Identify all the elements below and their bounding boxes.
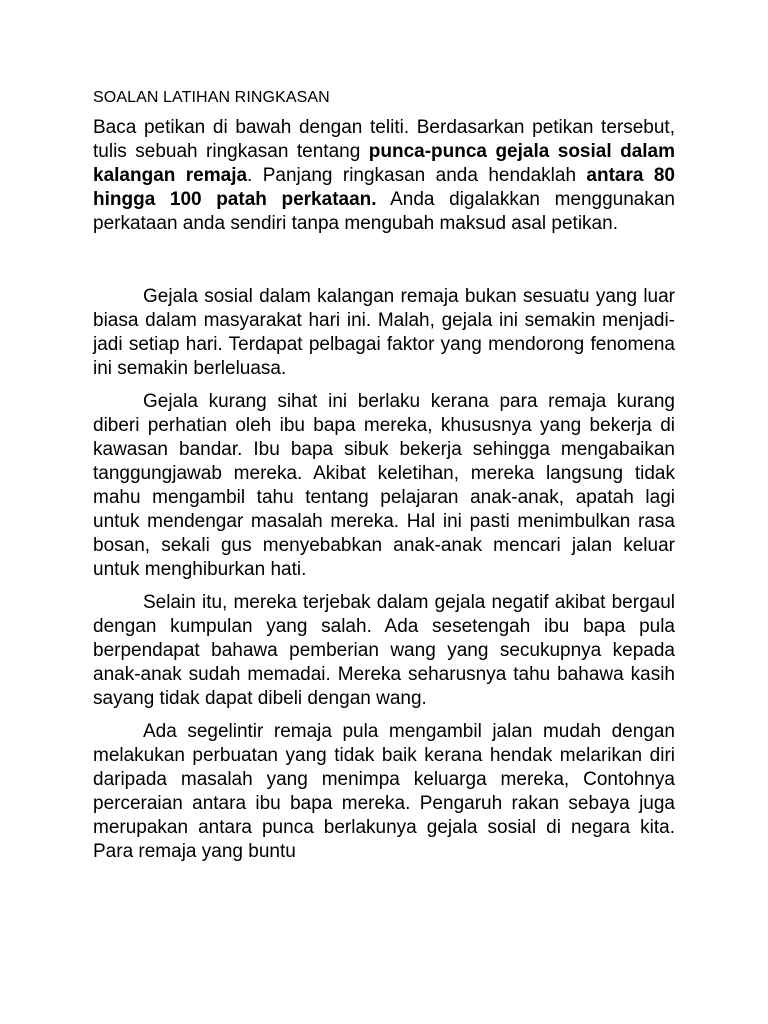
instruction-bold-word-count: antara 80 hingga 100 patah perkataan. <box>93 165 675 210</box>
instruction-paragraph <box>93 116 675 236</box>
passage-paragraph-1: Gejala sosial dalam kalangan remaja bukan sesuatu yang luar biasa dalam masyarakat hari ini. Malah, gejala ini semakin menjadi-jadi setiap hari. Terdapat pelbagai faktor yang mendorong fenomena ini semakin berleluasa. <box>93 286 675 379</box>
instruction-text-2: . Panjang ringkasan anda hendaklah <box>247 165 587 186</box>
document-page <box>93 86 675 873</box>
passage-paragraph-3: Selain itu, mereka terjebak dalam gejala negatif akibat bergaul dengan kumpulan yang salah. Ada sesetengah ibu bapa pula berpendapat bahawa pemberian wang yang secukupnya kepada anak-anak sudah memadai. Mereka seharusnya tahu bahawa kasih sayang tidak dapat dibeli dengan wang. <box>93 592 675 709</box>
passage-paragraph-2: Gejala kurang sihat ini berlaku kerana para remaja kurang diberi perhatian oleh ibu bapa mereka, khususnya yang bekerja di kawasan bandar. Ibu bapa sibuk bekerja sehingga mengabaikan tanggungjawab mereka. Akibat keletihan, mereka langsung tidak mahu mengambil tahu tentang pelajaran anak-anak, apatah lagi untuk mendengar masalah mereka. Hal ini pasti menimbulkan rasa bosan, sekali gus menyebabkan anak-anak mencari jalan keluar untuk menghiburkan hati. <box>93 391 675 580</box>
instruction-bold-topic: punca-punca gejala sosial dalam kalangan remaja <box>93 141 676 186</box>
document-title: SOALAN LATIHAN RINGKASAN <box>93 89 330 106</box>
passage-paragraph-4: Ada segelintir remaja pula mengambil jalan mudah dengan melakukan perbuatan yang tidak baik kerana hendak melarikan diri daripada masalah yang menimpa keluarga mereka, Contohnya perceraian antara ibu bapa mereka. Pengaruh rakan sebaya juga merupakan antara punca berlakunya gejala sosial di negara kita. Para remaja yang buntu <box>93 721 675 862</box>
instruction-text-3: Anda digalakkan menggunakan perkataan anda sendiri tanpa mengubah maksud asal petikan. <box>93 189 675 234</box>
instruction-text-1: Baca petikan di bawah dengan teliti. Berdasarkan petikan tersebut, tulis sebuah ringkasan tentang <box>93 117 675 162</box>
